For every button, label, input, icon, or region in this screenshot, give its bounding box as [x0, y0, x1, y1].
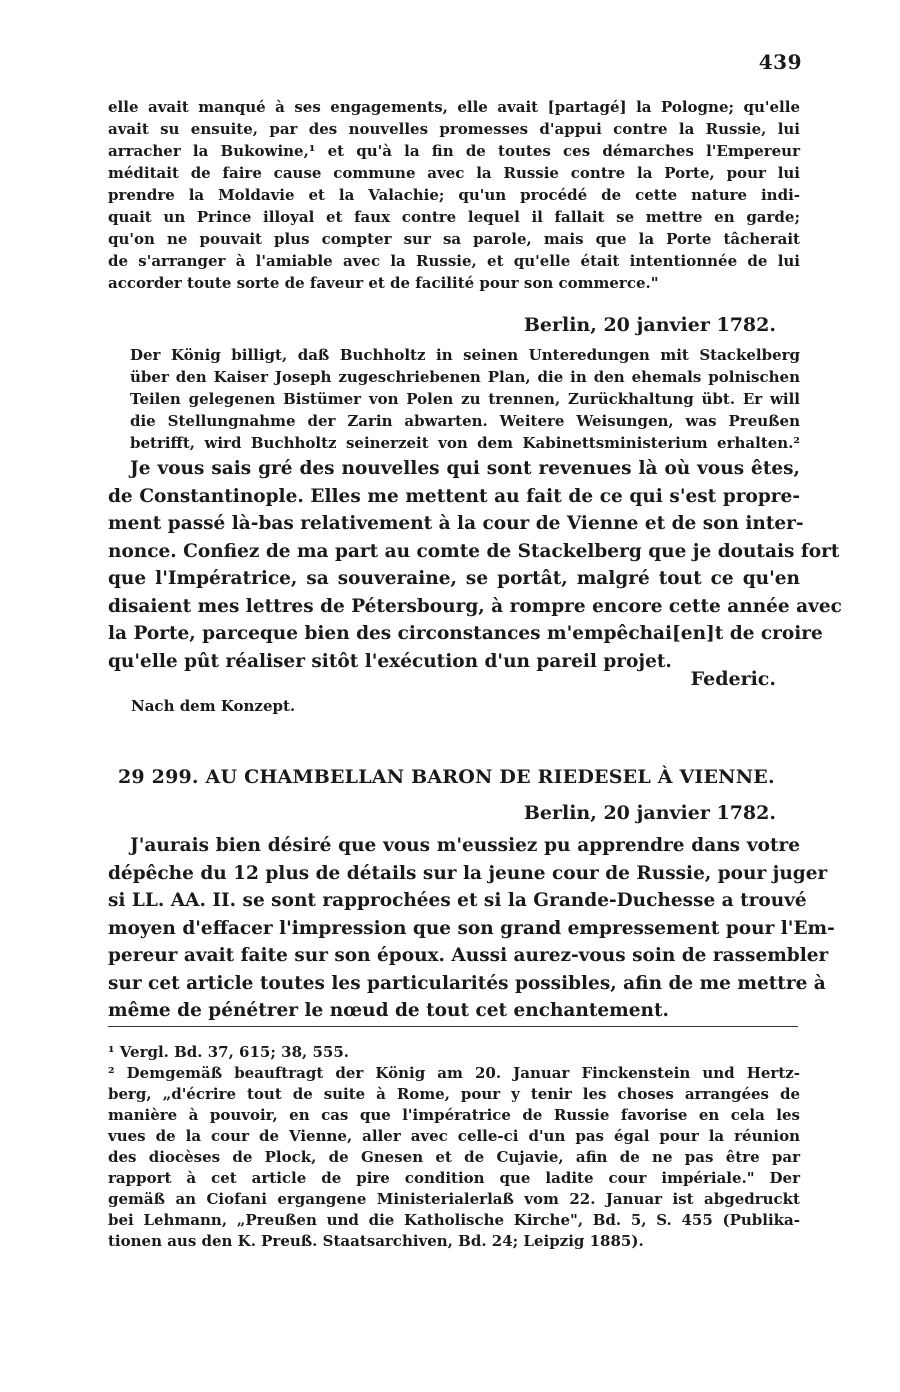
source-note: Nach dem Konzept. [131, 697, 296, 715]
text-line: nonce. Confiez de ma part au comte de Stackelberg que je doutais fort [108, 540, 840, 562]
letter-date: Berlin, 20 janvier 1782. [523, 314, 776, 336]
text-line: que l'Impératrice, sa souveraine, se portât, malgré tout ce qu'en [108, 568, 800, 589]
footnote-1: ¹ Vergl. Bd. 37, 615; 38, 555. [108, 1043, 349, 1061]
footnote-2-line: vues de la cour de Vienne, aller avec celle-ci d'un pas égal pour la réunion [108, 1127, 800, 1145]
letter-heading: 29 299. AU CHAMBELLAN BARON DE RIEDESEL À VIENNE. [118, 766, 775, 788]
text-line: elle avait manqué à ses engagements, elle avait [partagé] la Pologne; qu'elle [108, 98, 800, 116]
intro-paragraph [108, 96, 800, 294]
text-line: Der König billigt, daß Buchholtz in seinen Unteredungen mit Stackelberg [130, 346, 800, 364]
footnote-2-line: berg, „d'écrire tout de suite à Rome, pour y tenir les choses arrangées de [108, 1085, 800, 1103]
footnote-2-line: tionen aus den K. Preuß. Staatsarchiven, Bd. 24; Leipzig 1885). [108, 1232, 644, 1250]
text-line: la Porte, parceque bien des circonstances m'empêchai[en]t de croire [108, 623, 823, 644]
text-line: si LL. AA. II. se sont rapprochées et si la Grande-Duchesse a trouvé [108, 890, 807, 911]
footnote-2-line: ² Demgemäß beauftragt der König am 20. Januar Finckenstein und Hertz- [108, 1064, 800, 1082]
text-line: dépêche du 12 plus de détails sur la jeune cour de Russie, pour juger [108, 862, 828, 884]
letter-body [108, 832, 835, 1025]
text-line: über den Kaiser Joseph zugeschriebenen Plan, die in den ehemals polnischen [130, 368, 800, 386]
footnote-2-line: manière à pouvoir, en cas que l'impératrice de Russie favorise en cela les [108, 1106, 800, 1124]
text-line: pereur avait faite sur son époux. Aussi aurez-vous soin de rassembler [108, 945, 829, 966]
footnotes [108, 1042, 800, 1252]
text-line: accorder toute sorte de faveur et de facilité pour son commerce." [108, 274, 659, 292]
summary-paragraph [130, 344, 800, 454]
footnote-2-line: bei Lehmann, „Preußen und die Katholische Kirche", Bd. 5, S. 455 (Publika- [108, 1211, 800, 1229]
text-line: prendre la Moldavie et la Valachie; qu'un procédé de cette nature indi- [108, 186, 800, 204]
text-line: die Stellungnahme der Zarin abwarten. Weitere Weisungen, was Preußen [130, 412, 800, 430]
page-number: 439 [758, 50, 802, 74]
text-line: betrifft, wird Buchholtz seinerzeit von dem Kabinettsministerium erhalten.² [130, 434, 800, 452]
text-line: de s'arranger à l'amiable avec la Russie, et qu'elle était intentionnée de lui [108, 252, 800, 270]
letter-body [108, 455, 842, 675]
text-line: arracher la Bukowine,¹ et qu'à la fin de toutes ces démarches l'Empereur [108, 142, 800, 160]
footnote-2-line: gemäß an Ciofani ergangene Ministerialerlaß vom 22. Januar ist abgedruckt [108, 1190, 800, 1208]
text-line: Je vous sais gré des nouvelles qui sont revenues là où vous êtes, [130, 458, 800, 479]
text-line: Teilen gelegenen Bistümer von Polen zu trennen, Zurückhaltung übt. Er will [130, 390, 800, 408]
letter-date: Berlin, 20 janvier 1782. [523, 802, 776, 824]
text-line: ment passé là-bas relativement à la cour de Vienne et de son inter- [108, 513, 804, 534]
text-line: moyen d'effacer l'impression que son grand empressement pour l'Em- [108, 917, 835, 939]
footnote-2-line: rapport à cet article de pire condition que ladite cour impériale." Der [108, 1169, 800, 1187]
text-line: quait un Prince illoyal et faux contre lequel il fallait se mettre en garde; [108, 208, 800, 226]
text-line: disaient mes lettres de Pétersbourg, à rompre encore cette année avec [108, 595, 842, 617]
signature: Federic. [690, 668, 776, 690]
footnote-2-line: des diocèses de Plock, de Gnesen et de Cujavie, afin de ne pas être par [108, 1148, 800, 1166]
text-line: sur cet article toutes les particularités possibles, afin de me mettre à [108, 972, 826, 994]
text-line: même de pénétrer le nœud de tout cet enchantement. [108, 1000, 669, 1021]
text-line: méditait de faire cause commune avec la Russie contre la Porte, pour lui [108, 164, 800, 182]
text-line: qu'on ne pouvait plus compter sur sa parole, mais que la Porte tâcherait [108, 230, 800, 248]
text-line: qu'elle pût réaliser sitôt l'exécution d'un pareil projet. [108, 650, 672, 672]
text-line: J'aurais bien désiré que vous m'eussiez pu apprendre dans votre [130, 835, 800, 856]
text-line: de Constantinople. Elles me mettent au fait de ce qui s'est propre- [108, 485, 800, 507]
footnote-divider [108, 1026, 798, 1027]
text-line: avait su ensuite, par des nouvelles promesses d'appui contre la Russie, lui [108, 120, 800, 138]
